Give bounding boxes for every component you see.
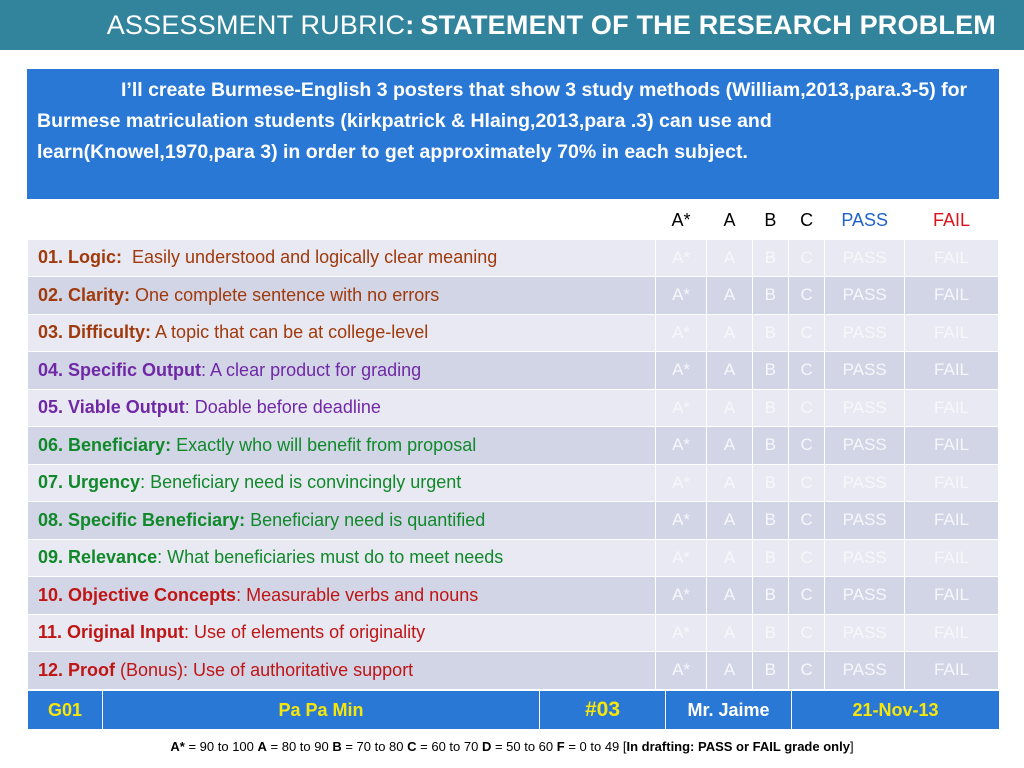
grade-option-fail[interactable]: FAIL [905,652,999,690]
criterion-label: 09. Relevance [38,547,158,568]
grade-option-a[interactable]: A [707,577,752,615]
criteria-header [28,202,656,240]
grade-option-b[interactable]: B [752,314,788,352]
rubric-table [27,201,999,690]
assessment-date: 21-Nov-13 [792,691,1000,730]
legend-b-range: = 70 to 80 [341,739,408,754]
grade-header-a: A [707,202,752,240]
grade-option-pass[interactable]: PASS [825,239,905,277]
criterion-label: 11. Original Input [38,622,185,643]
criterion-row [28,277,999,315]
grade-option-fail[interactable]: FAIL [905,389,999,427]
grade-option-c[interactable]: C [789,389,825,427]
student-number: #03 [540,691,666,730]
grade-option-astar[interactable]: A* [655,464,706,502]
criterion-row [28,352,999,390]
grade-option-a[interactable]: A [707,502,752,540]
grade-option-c[interactable]: C [789,277,825,315]
grade-option-pass[interactable]: PASS [825,614,905,652]
title-colon: : [405,9,415,40]
grade-option-pass[interactable]: PASS [825,427,905,465]
grade-option-c[interactable]: C [789,314,825,352]
grade-option-fail[interactable]: FAIL [905,277,999,315]
grade-option-a[interactable]: A [707,614,752,652]
grade-option-pass[interactable]: PASS [825,314,905,352]
criterion-cell [28,614,656,652]
criterion-row [28,389,999,427]
criterion-label: 03. Difficulty: [38,322,152,343]
legend-c-range: = 60 to 70 [416,739,482,754]
grade-option-fail[interactable]: FAIL [905,464,999,502]
grade-option-fail[interactable]: FAIL [905,314,999,352]
criterion-row [28,577,999,615]
criterion-cell [28,652,656,690]
grade-option-astar[interactable]: A* [655,277,706,315]
grade-option-b[interactable]: B [752,239,788,277]
grade-option-astar[interactable]: A* [655,352,706,390]
legend-note: In drafting: PASS or FAIL grade only [626,739,850,754]
student-name: Pa Pa Min [103,691,540,730]
criterion-label: 10. Objective Concepts [38,584,237,605]
criterion-description: : Beneficiary need is convincingly urgent [140,472,462,493]
grade-option-a[interactable]: A [707,539,752,577]
criterion-row [28,614,999,652]
criterion-description: (Bonus): Use of authoritative support [115,659,414,680]
criterion-row [28,464,999,502]
grade-option-fail[interactable]: FAIL [905,239,999,277]
criterion-cell [28,314,656,352]
criterion-cell [28,389,656,427]
criterion-description: A topic that can be at college-level [151,322,429,343]
grade-option-c[interactable]: C [789,464,825,502]
grade-option-fail[interactable]: FAIL [905,577,999,615]
legend-b: B [332,739,342,754]
criterion-label: 04. Specific Output [38,359,202,380]
grade-header-c: C [789,202,825,240]
grade-option-b[interactable]: B [752,464,788,502]
legend-f-range: = 0 to 49 [ [564,739,627,754]
grade-option-c[interactable]: C [789,652,825,690]
grade-header-astar: A* [655,202,706,240]
criterion-description: One complete sentence with no errors [130,284,440,305]
grade-option-fail[interactable]: FAIL [905,539,999,577]
grade-option-c[interactable]: C [789,539,825,577]
grade-option-pass[interactable]: PASS [825,464,905,502]
grade-option-fail[interactable]: FAIL [905,614,999,652]
grade-header-fail: FAIL [905,202,999,240]
criterion-description: : Measurable verbs and nouns [236,584,479,605]
grade-header-pass: PASS [825,202,905,240]
grade-option-a[interactable]: A [707,389,752,427]
grade-option-astar[interactable]: A* [655,389,706,427]
criterion-cell [28,502,656,540]
title-text: ASSESSMENT RUBRIC [106,9,406,40]
grade-option-pass[interactable]: PASS [825,577,905,615]
criterion-cell [28,277,656,315]
teacher-name: Mr. Jaime [666,691,792,730]
grade-option-c[interactable]: C [789,614,825,652]
criterion-label: 08. Specific Beneficiary: [38,509,246,530]
criterion-description: : What beneficiaries must do to meet needs [157,547,504,568]
grade-option-a[interactable]: A [707,277,752,315]
legend-d: D [481,739,492,754]
grade-legend [0,739,1024,754]
criterion-row [28,239,999,277]
legend-c: C [407,739,417,754]
legend-astar: A* [170,739,185,754]
grade-option-a[interactable]: A [707,427,752,465]
grade-option-pass[interactable]: PASS [825,539,905,577]
grade-option-b[interactable]: B [752,389,788,427]
criterion-label: 07. Urgency [38,472,141,493]
grade-option-b[interactable]: B [752,502,788,540]
group-code: G01 [28,691,103,730]
grade-option-c[interactable]: C [789,502,825,540]
legend-a: A [257,739,267,754]
grade-option-a[interactable]: A [707,464,752,502]
criterion-row [28,314,999,352]
criterion-label: 06. Beneficiary: [38,434,172,455]
grade-option-b[interactable]: B [752,352,788,390]
criterion-label: 12. Proof [38,659,116,680]
grade-option-b[interactable]: B [752,577,788,615]
grade-option-b[interactable]: B [752,427,788,465]
grade-option-astar[interactable]: A* [655,614,706,652]
grade-option-a[interactable]: A [707,239,752,277]
title-bar [0,0,1024,50]
grade-option-c[interactable]: C [789,577,825,615]
criterion-row [28,502,999,540]
criterion-cell [28,464,656,502]
criterion-cell [28,352,656,390]
research-statement: I’ll create Burmese-English 3 posters that show 3 study methods (William,2013,para.3-5) for Burmese matriculation students (kirkpatrick & Hlaing,2013,para .3) can use and learn(Knowel,1970,para 3) in order to get approximately 70% in each subject. [37,79,968,163]
grade-option-astar[interactable]: A* [655,577,706,615]
grade-option-c[interactable]: C [789,352,825,390]
grade-option-b[interactable]: B [752,614,788,652]
grade-option-astar[interactable]: A* [655,539,706,577]
criterion-row [28,652,999,690]
grade-option-astar[interactable]: A* [655,427,706,465]
legend-f: F [556,739,565,754]
grade-option-astar[interactable]: A* [655,314,706,352]
grade-header-b: B [752,202,788,240]
grade-option-pass[interactable]: PASS [825,389,905,427]
legend-d-range: = 50 to 60 [491,739,557,754]
grade-option-pass[interactable]: PASS [825,652,905,690]
legend-astar-range: = 90 to 100 [184,739,258,754]
grade-option-pass[interactable]: PASS [825,502,905,540]
legend-a-range: = 80 to 90 [266,739,333,754]
research-statement-box [27,69,999,199]
criterion-row [28,427,999,465]
criterion-cell [28,239,656,277]
criterion-label: 01. Logic: [38,247,123,268]
grade-option-fail[interactable]: FAIL [905,427,999,465]
grade-option-astar[interactable]: A* [655,239,706,277]
criterion-cell [28,577,656,615]
grade-option-b[interactable]: B [752,652,788,690]
grade-option-a[interactable]: A [707,314,752,352]
criterion-description: : A clear product for grading [201,359,422,380]
criterion-cell [28,427,656,465]
criterion-description: Easily understood and logically clear meaning [122,247,498,268]
grade-header-row [28,202,999,240]
criterion-description: Beneficiary need is quantified [245,509,486,530]
criterion-row [28,539,999,577]
grade-option-c[interactable]: C [789,239,825,277]
grade-option-astar[interactable]: A* [655,652,706,690]
grade-option-b[interactable]: B [752,277,788,315]
grade-option-a[interactable]: A [707,652,752,690]
grade-option-fail[interactable]: FAIL [905,352,999,390]
grade-option-pass[interactable]: PASS [825,352,905,390]
grade-option-a[interactable]: A [707,352,752,390]
grade-option-pass[interactable]: PASS [825,277,905,315]
criterion-description: Exactly who will benefit from proposal [171,434,477,455]
legend-close: ] [849,739,854,754]
criterion-label: 02. Clarity: [38,284,131,305]
grade-option-b[interactable]: B [752,539,788,577]
grade-option-fail[interactable]: FAIL [905,502,999,540]
student-info-table [27,690,1000,730]
criterion-description: : Doable before deadline [184,397,381,418]
title-subject: STATEMENT OF THE RESEARCH PROBLEM [420,9,996,40]
criterion-cell [28,539,656,577]
criterion-label: 05. Viable Output [38,397,185,418]
grade-option-astar[interactable]: A* [655,502,706,540]
criterion-description: : Use of elements of originality [184,622,426,643]
grade-option-c[interactable]: C [789,427,825,465]
student-info-row [28,691,1000,730]
